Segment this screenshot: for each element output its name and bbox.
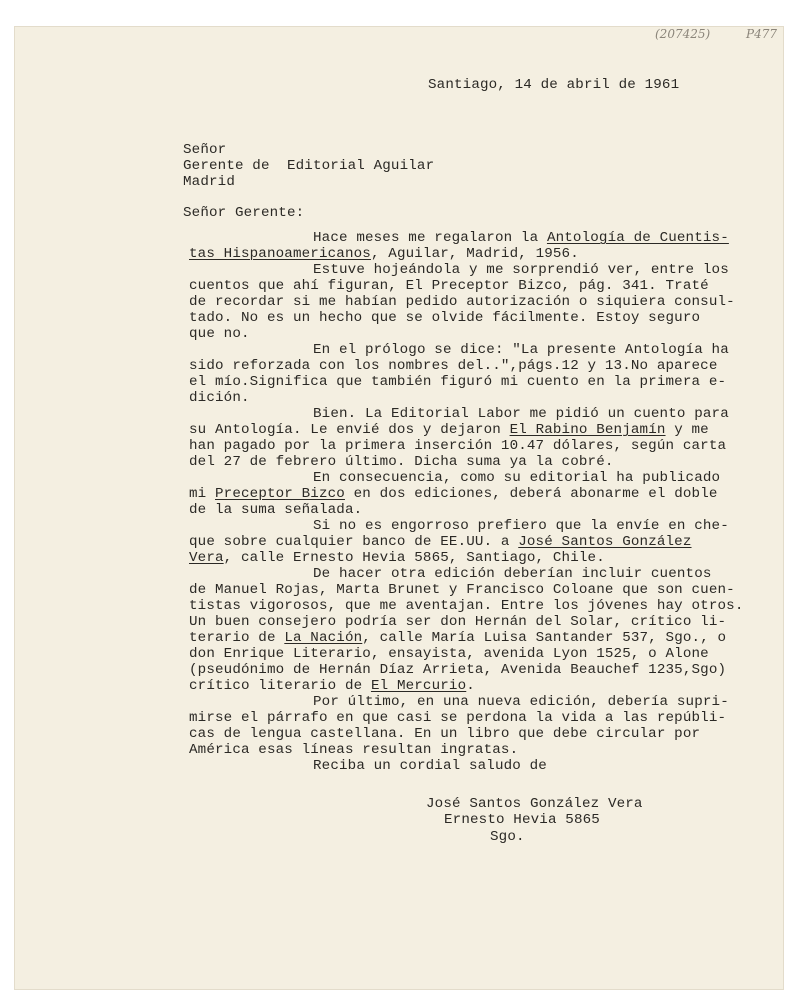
recipient-line-1: Señor xyxy=(183,142,227,158)
body-line: que sobre cualquier banco de EE.UU. a José Santos González xyxy=(189,534,692,550)
body-line: el mío.Significa que también figuró mi cuento en la primera e- xyxy=(189,374,727,390)
body-line: han pagado por la primera inserción 10.47 dólares, según carta xyxy=(189,438,727,454)
body-line: Un buen consejero podría ser don Hernán del Solar, crítico li- xyxy=(189,614,727,630)
body-line: Estuve hojeándola y me sorprendió ver, entre los xyxy=(313,262,729,278)
archive-reference: (207425) xyxy=(655,27,711,41)
body-line: de recordar si me habían pedido autorización o siquiera consul- xyxy=(189,294,735,310)
recipient-line-3: Madrid xyxy=(183,174,235,190)
body-line: mirse el párrafo en que casi se perdona la vida a las repúbli- xyxy=(189,710,727,726)
signature-name: José Santos González Vera xyxy=(426,796,643,812)
body-line: cuentos que ahí figuran, El Preceptor Bizco, pág. 341. Traté xyxy=(189,278,709,294)
body-line: En el prólogo se dice: "La presente Antología ha xyxy=(313,342,729,358)
body-line: sido reforzada con los nombres del..",págs.12 y 13.No aparece xyxy=(189,358,718,374)
body-line: América esas líneas resultan ingratas. xyxy=(189,742,519,758)
letter-date: Santiago, 14 de abril de 1961 xyxy=(428,77,680,93)
recipient-line-2: Gerente de Editorial Aguilar xyxy=(183,158,435,174)
body-line: Hace meses me regalaron la Antología de Cuentis- xyxy=(313,230,729,246)
body-line: tado. No es un hecho que se olvide fácilmente. Estoy seguro xyxy=(189,310,701,326)
body-line: su Antología. Le envié dos y dejaron El Rabino Benjamín y me xyxy=(189,422,709,438)
archive-page-mark: P477 xyxy=(746,27,777,41)
body-line: En consecuencia, como su editorial ha publicado xyxy=(313,470,721,486)
salutation: Señor Gerente: xyxy=(183,205,305,221)
body-line: Por último, en una nueva edición, debería supri- xyxy=(313,694,729,710)
body-line: que no. xyxy=(189,326,250,342)
body-line: tistas vigorosos, que me aventajan. Entre los jóvenes hay otros. xyxy=(189,598,744,614)
body-line: terario de La Nación, calle María Luisa Santander 537, Sgo., o xyxy=(189,630,727,646)
body-line: tas Hispanoamericanos, Aguilar, Madrid, 1956. xyxy=(189,246,579,262)
body-line: don Enrique Literario, ensayista, avenida Lyon 1525, o Alone xyxy=(189,646,709,662)
signature-city: Sgo. xyxy=(490,829,525,845)
body-line: del 27 de febrero último. Dicha suma ya la cobré. xyxy=(189,454,614,470)
body-line: de la suma señalada. xyxy=(189,502,363,518)
body-line: Bien. La Editorial Labor me pidió un cuento para xyxy=(313,406,729,422)
signature-address: Ernesto Hevia 5865 xyxy=(444,812,600,828)
body-line: cas de lengua castellana. En un libro que debe circular por xyxy=(189,726,701,742)
body-line: De hacer otra edición deberían incluir cuentos xyxy=(313,566,712,582)
body-line: Vera, calle Ernesto Hevia 5865, Santiago, Chile. xyxy=(189,550,605,566)
body-line: (pseudónimo de Hernán Díaz Arrieta, Avenida Beauchef 1235,Sgo) xyxy=(189,662,727,678)
body-line: crítico literario de El Mercurio. xyxy=(189,678,475,694)
body-line: Si no es engorroso prefiero que la envíe en che- xyxy=(313,518,729,534)
body-line: de Manuel Rojas, Marta Brunet y Francisco Coloane que son cuen- xyxy=(189,582,735,598)
closing-line: Reciba un cordial saludo de xyxy=(313,758,547,774)
body-line: mi Preceptor Bizco en dos ediciones, deberá abonarme el doble xyxy=(189,486,718,502)
body-line: dición. xyxy=(189,390,250,406)
